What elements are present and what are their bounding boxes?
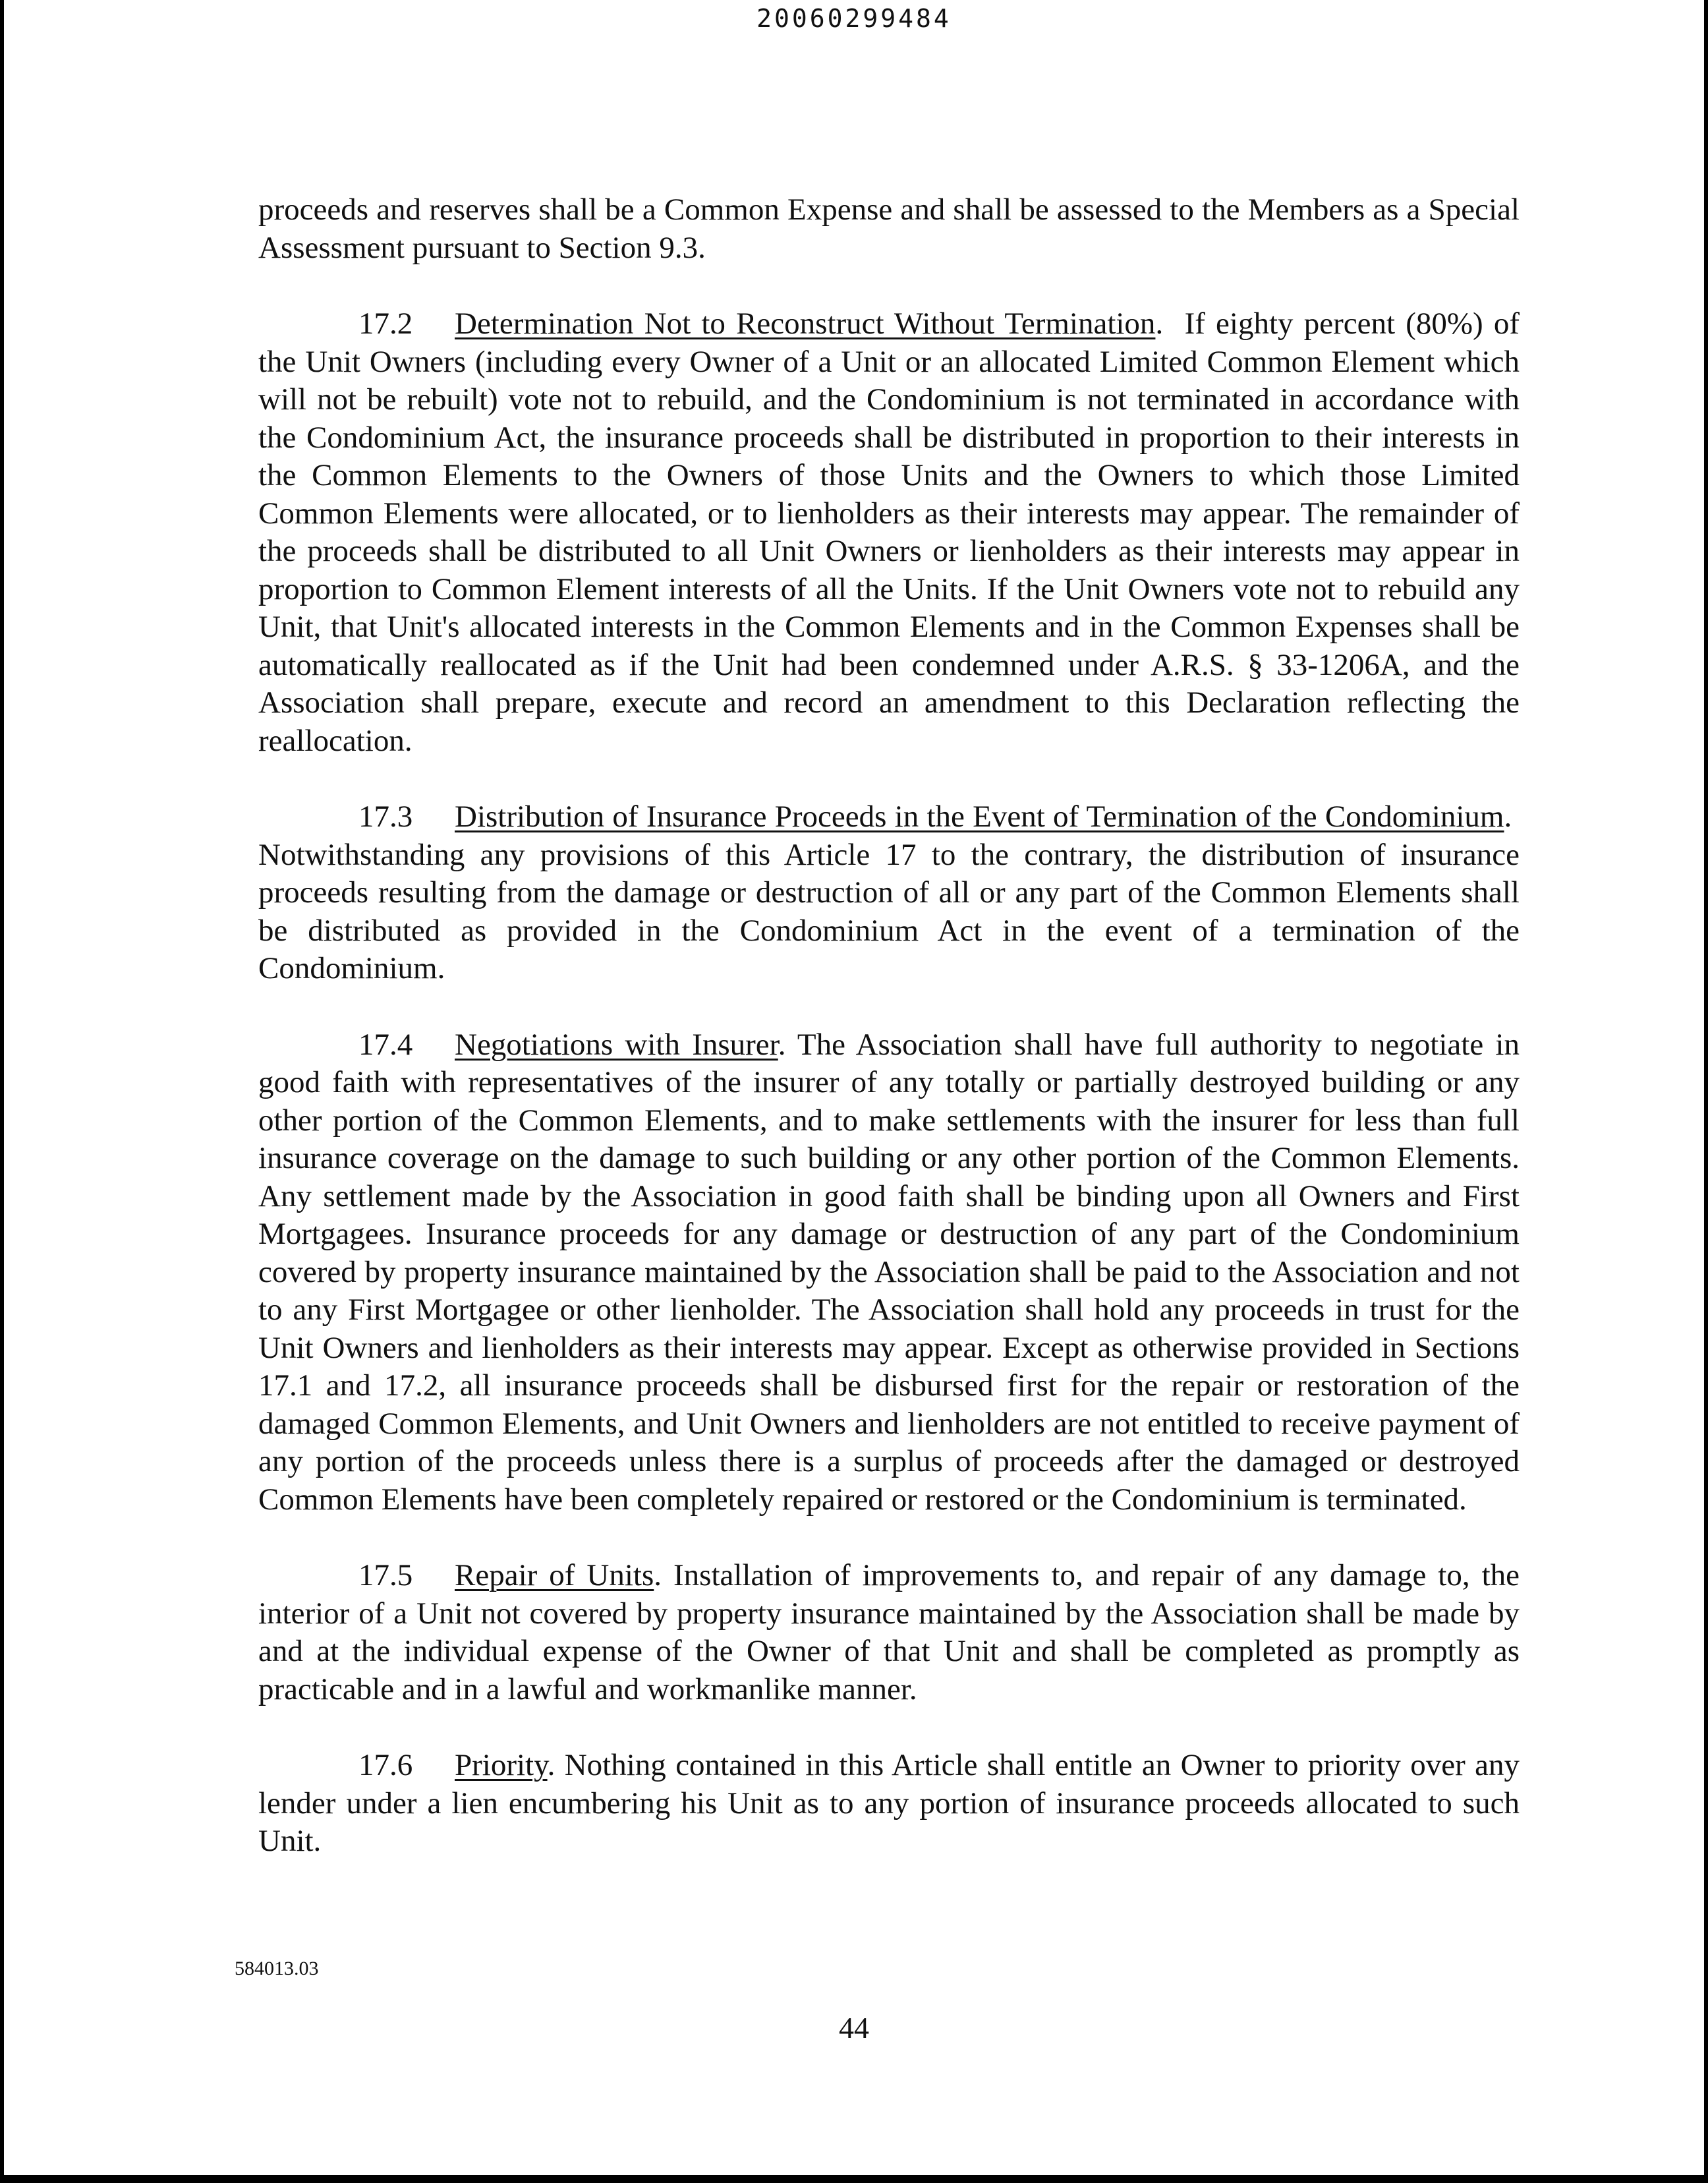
intro-text: proceeds and reserves shall be a Common Expense and shall be assessed to the Members as a Special Assessment pursuant to Section 9.3. <box>258 192 1520 265</box>
section-17-4: 17.4 Negotiations with Insurer. The Association shall have full authority to negotiate in good faith with representatives of the insurer of any totally or partially destroyed building or any other portion of the Common Elements, and to make settlements with the insurer for less than full insurance coverage on the damage to such building or any other portion of the Common Elements. Any settlement made by the Association in good faith shall be binding upon all Owners and First Mortgagees. Insurance proceeds for any damage or destruction of any part of the Condominium covered by property insurance maintained by the Association shall be paid to the Association and not to any First Mortgagee or other lienholder. The Association shall hold any proceeds in trust for the Unit Owners and lienholders as their interests may appear. Except as otherwise provided in Sections 17.1 and 17.2, all insurance proceeds shall be disbursed first for the repair or restoration of the damaged Common Elements, and Unit Owners and lienholders are not entitled to receive payment of any portion of the proceeds unless there is a surplus of proceeds after the damaged or destroyed Common Elements have been completely repaired or restored or the Condominium is terminated. <box>258 1027 1520 1517</box>
section-17-5: 17.5 Repair of Units. Installation of improvements to, and repair of any damage to, the interior of a Unit not covered by property insurance maintained by the Association shall be made by and at the individual expense of the Owner of that Unit and shall be completed as promptly as practicable and in a lawful and workmanlike manner. <box>258 1558 1520 1706</box>
intro-paragraph <box>258 191 1520 267</box>
section-body: If eighty percent (80%) of the Unit Owners (including every Owner of a Unit or an allocated Limited Common Element which will not be rebuilt) vote not to rebuild, and the Condominium is not terminated in accordance with the Condominium Act, the insurance proceeds shall be distributed in proportion to their interests in the Common Elements to the Owners of those Units and the Owners to which those Limited Common Elements were allocated, or to lienholders as their interests may appear. The remainder of the proceeds shall be distributed to all Unit Owners or lienholders as their interests may appear in proportion to Common Element interests of all the Units. If the Unit Owners vote not to rebuild any Unit, that Unit's allocated interests in the Common Elements and in the Common Expenses shall be automatically reallocated as if the Unit had been condemned under A.R.S. § 33-1206A, and the Association shall prepare, execute and record an amendment to this Declaration reflecting the reallocation. <box>258 306 1520 758</box>
section-heading: Priority <box>455 1748 548 1782</box>
section-number: 17.3 <box>358 800 413 834</box>
recording-number: 20060299484 <box>756 4 952 33</box>
section-17-3: 17.3 Distribution of Insurance Proceeds in the Event of Termination of the Condominium. Notwithstanding any provisions of this Article 17 to the contrary, the distribution of insurance proceeds resulting from the damage or destruction of all or any part of the Common Elements shall be distributed as provided in the Condominium Act in the event of a termination of the Condominium. <box>258 800 1520 985</box>
section-body: Installation of improvements to, and repair of any damage to, the interior of a Unit not covered by property insurance maintained by the Association shall be made by and at the individual expense of the Owner of that Unit and shall be completed as promptly as practicable and in a lawful and workmanlike manner. <box>258 1558 1520 1706</box>
page-number: 44 <box>839 2011 869 2045</box>
document-body <box>258 191 1520 1899</box>
section-number: 17.6 <box>358 1748 413 1782</box>
section-heading: Determination Not to Reconstruct Without Termination <box>455 306 1156 341</box>
section-heading: Distribution of Insurance Proceeds in the Event of Termination of the Condominium <box>455 800 1504 834</box>
section-number: 17.5 <box>358 1558 413 1592</box>
section-heading: Repair of Units <box>455 1558 654 1592</box>
document-code: 584013.03 <box>235 1958 319 1979</box>
scan-border-bottom <box>0 2175 1708 2183</box>
section-17-2: 17.2 Determination Not to Reconstruct Without Termination. If eighty percent (80%) of the Unit Owners (including every Owner of a Unit or an allocated Limited Common Element which will not be rebuilt) vote not to rebuild, and the Condominium is not terminated in accordance with the Condominium Act, the insurance proceeds shall be distributed in proportion to their interests in the Common Elements to the Owners of those Units and the Owners to which those Limited Common Elements were allocated, or to lienholders as their interests may appear. The remainder of the proceeds shall be distributed to all Unit Owners or lienholders as their interests may appear in proportion to Common Element interests of all the Units. If the Unit Owners vote not to rebuild any Unit, that Unit's allocated interests in the Common Elements and in the Common Expenses shall be automatically reallocated as if the Unit had been condemned under A.R.S. § 33-1206A, and the Association shall prepare, execute and record an amendment to this Declaration reflecting the reallocation. <box>258 306 1520 758</box>
scan-border-left <box>0 0 4 2183</box>
section-body: Nothing contained in this Article shall entitle an Owner to priority over any lender under a lien encumbering his Unit as to any portion of insurance proceeds allocated to such Unit. <box>258 1748 1520 1858</box>
section-number: 17.2 <box>358 306 413 341</box>
scan-border-right <box>1704 0 1708 2183</box>
section-heading: Negotiations with Insurer <box>455 1027 778 1062</box>
section-body: Notwithstanding any provisions of this Article 17 to the contrary, the distribution of insurance proceeds resulting from the damage or destruction of all or any part of the Common Elements shall be distributed as provided in the Condominium Act in the event of a termination of the Condominium. <box>258 837 1520 985</box>
section-number: 17.4 <box>358 1027 413 1062</box>
section-body: The Association shall have full authority to negotiate in good faith with representatives of the insurer of any totally or partially destroyed building or any other portion of the Common Elements, and to make settlements with the insurer for less than full insurance coverage on the damage to such building or any other portion of the Common Elements. Any settlement made by the Association in good faith shall be binding upon all Owners and First Mortgagees. Insurance proceeds for any damage or destruction of any part of the Condominium covered by property insurance maintained by the Association shall be paid to the Association and not to any First Mortgagee or other lienholder. The Association shall hold any proceeds in trust for the Unit Owners and lienholders as their interests may appear. Except as otherwise provided in Sections 17.1 and 17.2, all insurance proceeds shall be disbursed first for the repair or restoration of the damaged Common Elements, and Unit Owners and lienholders are not entitled to receive payment of any portion of the proceeds unless there is a surplus of proceeds after the damaged or destroyed Common Elements have been completely repaired or restored or the Condominium is terminated. <box>258 1027 1520 1517</box>
section-17-6: 17.6 Priority. Nothing contained in this Article shall entitle an Owner to priority over any lender under a lien encumbering his Unit as to any portion of insurance proceeds allocated to such Unit. <box>258 1748 1520 1858</box>
